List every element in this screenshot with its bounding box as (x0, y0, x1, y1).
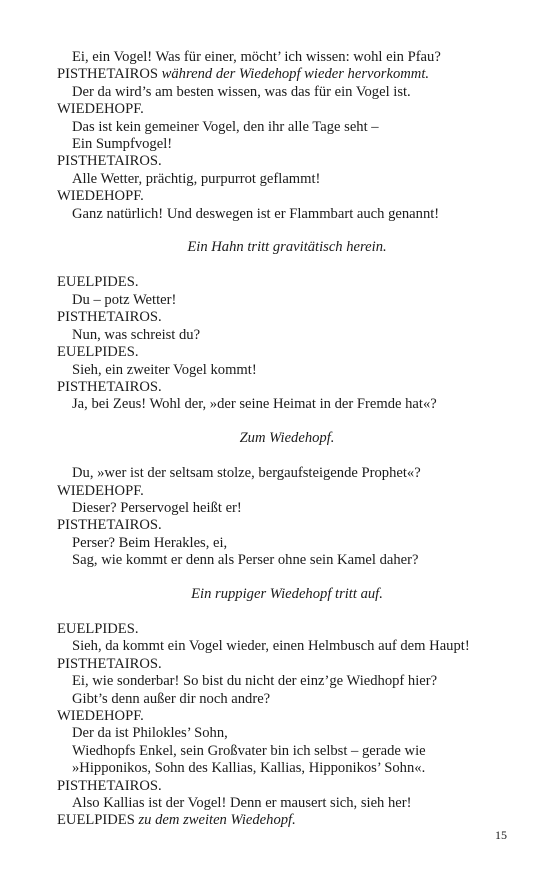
verse-line: Das ist kein gemeiner Vogel, den ihr alle Tage seht – (72, 118, 379, 135)
verse-line: Sieh, da kommt ein Vogel wieder, einen Helmbusch auf dem Haupt! (72, 638, 470, 655)
stage-direction-inline: zu dem zweiten Wiedehopf. (134, 812, 296, 829)
speaker-name (57, 656, 517, 673)
speaker-name (57, 812, 517, 829)
verse-line: Ein Sumpfvogel! (72, 136, 173, 153)
play-text (57, 49, 517, 830)
verse-line: Wiedhopfs Enkel, sein Großvater bin ich selbst – gerade wie (72, 742, 426, 759)
speaker-label: WIEDEHOPF. (57, 101, 144, 118)
speaker-label: EUELPIDES (57, 812, 135, 829)
speaker-label: EUELPIDES. (57, 620, 139, 637)
speaker-label: PISTHETAIROS. (57, 517, 162, 534)
page-number: 15 (495, 828, 507, 842)
speaker-label: PISTHETAIROS. (57, 655, 162, 672)
verse-line: Dieser? Perservogel heißt er! (72, 499, 242, 516)
stage-direction: Zum Wiedehopf. (239, 429, 335, 446)
verse-line: Sag, wie kommt er denn als Perser ohne sein Kamel daher? (72, 552, 419, 569)
speaker-label: PISTHETAIROS (57, 66, 158, 83)
speaker-label: WIEDEHOPF. (57, 708, 144, 724)
verse-line: Nun, was schreist du? (72, 326, 201, 343)
speaker-name (57, 274, 517, 291)
stage-direction: Ein Hahn tritt gravitätisch herein. (187, 239, 387, 256)
verse-line: Du, »wer ist der seltsam stolze, bergaufsteigende Prophet«? (72, 465, 421, 482)
speaker-name (57, 621, 517, 638)
speaker-label: EUELPIDES. (57, 344, 139, 361)
verse-line: Ei, wie sonderbar! So bist du nicht der einz’ge Wiedhopf hier? (72, 673, 438, 690)
verse-line: Der da ist Philokles’ Sohn, (72, 725, 228, 742)
speaker-label: PISTHETAIROS. (57, 153, 162, 170)
verse-line: Also Kallias ist der Vogel! Denn er mausert sich, sieh her! (72, 795, 412, 812)
speaker-name (57, 778, 517, 795)
verse-line: Du – potz Wetter! (72, 291, 177, 308)
verse-line: Sieh, ein zweiter Vogel kommt! (72, 361, 257, 378)
speaker-name (57, 309, 517, 326)
verse-line: Perser? Beim Herakles, ei, (72, 534, 228, 551)
verse-line: Ganz natürlich! Und deswegen ist er Flammbart auch genannt! (72, 205, 440, 222)
speaker-name (57, 344, 517, 361)
speaker-name (57, 517, 517, 534)
speaker-label: WIEDEHOPF. (57, 188, 144, 205)
verse-line: »Hipponikos, Sohn des Kallias, Kallias, Hipponikos’ Sohn«. (72, 760, 426, 777)
speaker-name (57, 379, 517, 396)
speaker-name (57, 188, 517, 205)
speaker-name (57, 101, 517, 118)
verse-line: Gibt’s denn außer dir noch andre? (72, 690, 271, 707)
stage-direction-inline: während der Wiedehopf wieder hervorkommt. (158, 66, 430, 83)
verse-line: Ei, ein Vogel! Was für einer, möcht’ ich wissen: wohl ein Pfau? (72, 49, 441, 65)
speaker-label: PISTHETAIROS. (57, 777, 162, 794)
verse-line: Ja, bei Zeus! Wohl der, »der seine Heimat in der Fremde hat«? (72, 396, 437, 413)
speaker-name (57, 153, 517, 170)
speaker-name (57, 708, 517, 725)
stage-direction: Ein ruppiger Wiedehopf tritt auf. (191, 585, 383, 602)
speaker-label: PISTHETAIROS. (57, 378, 162, 395)
speaker-name (57, 483, 517, 500)
speaker-name (57, 66, 517, 83)
speaker-label: EUELPIDES. (57, 274, 139, 291)
speaker-label: WIEDEHOPF. (57, 482, 144, 499)
speaker-label: PISTHETAIROS. (57, 309, 162, 326)
verse-line: Alle Wetter, prächtig, purpurrot geflammt! (72, 170, 321, 187)
verse-line: Der da wird’s am besten wissen, was das für ein Vogel ist. (72, 83, 411, 100)
